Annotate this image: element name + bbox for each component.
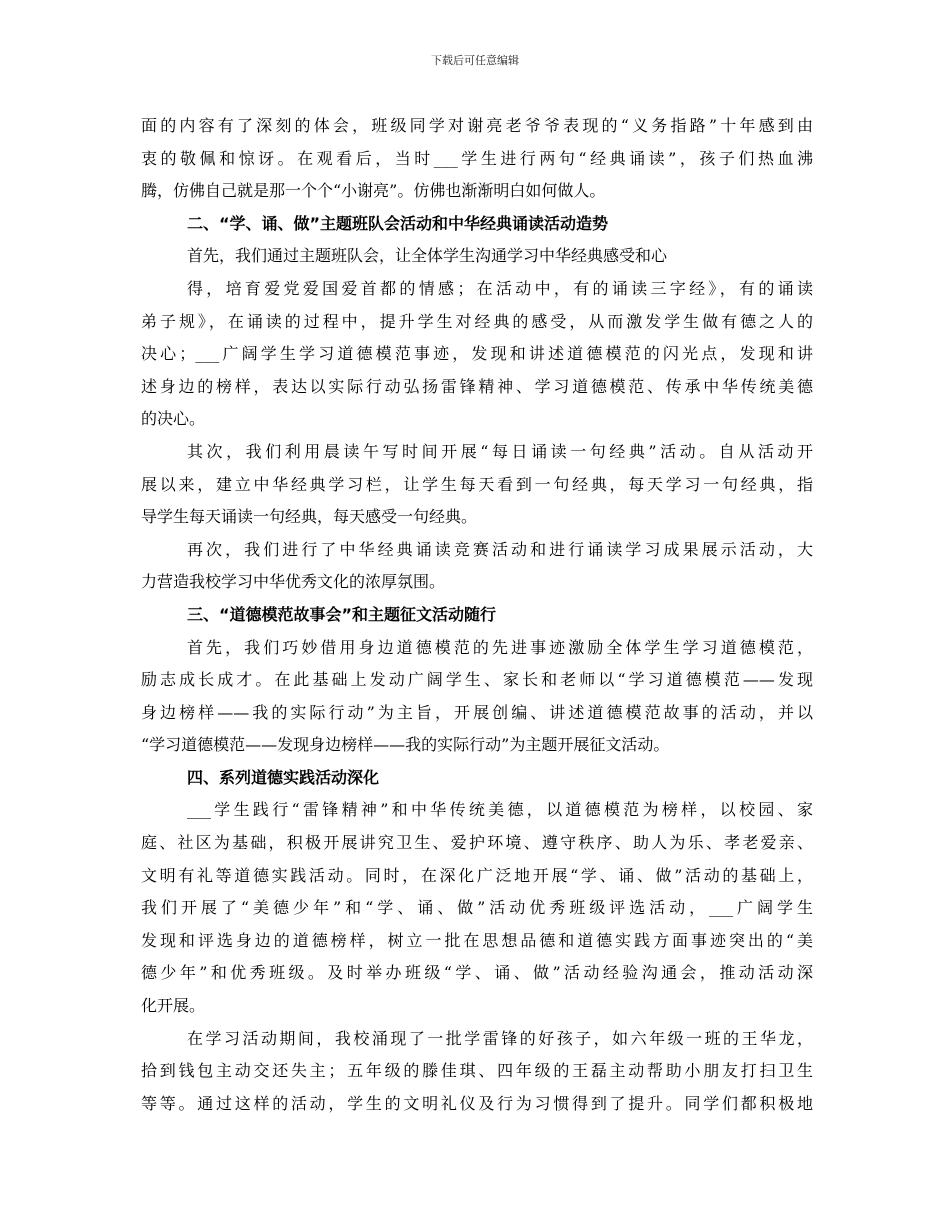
text-line: 展以来，建立中华经典学习栏，让学生每天看到一句经典，每天学习一句经典，指: [141, 474, 813, 494]
text-line: 励志成长成才。在此基础上发动广阔学生、家长和老师以“学习道德模范——发现: [141, 670, 813, 690]
text-line: 首先，我们巧妙借用身边道德模范的先进事迹激励全体学生学习道德模范，: [187, 637, 813, 657]
text-line: 身边榜样——我的实际行动”为主旨，开展创编、讲述道德模范故事的活动，并以: [141, 702, 813, 722]
section-heading: 四、系列道德实践活动深化: [187, 767, 380, 787]
document-body: [141, 110, 813, 1120]
text-line: 化开展。: [141, 996, 206, 1016]
section-heading: 二、“学、诵、做”主题班队会活动和中华经典诵读活动造势: [187, 213, 609, 233]
text-line: 力营造我校学习中华优秀文化的浓厚氛围。: [141, 572, 446, 592]
text-line: 发现和评选身边的道德榜样，树立一批在思想品德和道德实践方面事迹突出的“美: [141, 930, 813, 950]
text-line: 的决心。: [141, 409, 206, 429]
text-line: 再次，我们进行了中华经典诵读竞赛活动和进行诵读学习成果展示活动，大: [187, 539, 813, 559]
text-line: 面的内容有了深刻的体会，班级同学对谢亮老爷爷表现的“义务指路”十年感到由: [141, 116, 813, 135]
section-heading: 三、“道德模范故事会”和主题征文活动随行: [187, 604, 497, 624]
text-line: 其次，我们利用晨读午写时间开展“每日诵读一句经典”活动。自从活动开: [187, 441, 813, 461]
page-header: 下载后可任意编辑: [431, 54, 519, 67]
text-line: 述身边的榜样，表达以实际行动弘扬雷锋精神、学习道德模范、传承中华传统美德: [141, 376, 813, 396]
text-line: “学习道德模范——发现身边榜样——我的实际行动”为主题开展征文活动。: [141, 735, 670, 755]
text-line: 德少年”和优秀班级。及时举办班级“学、诵、做”活动经验沟通会，推动活动深: [141, 963, 813, 983]
text-line: 腾，仿佛自己就是那一个个“小谢亮”。仿佛也渐渐明白如何做人。: [141, 181, 606, 201]
text-line: 等等。通过这样的活动，学生的文明礼仪及行为习惯得到了提升。同学们都积极地: [141, 1093, 813, 1113]
text-line: 在学习活动期间，我校涌现了一批学雷锋的好孩子，如六年级一班的王华龙，: [187, 1028, 813, 1048]
text-line: 决心；___广阔学生学习道德模范事迹，发现和讲述道德模范的闪光点，发现和讲: [141, 344, 813, 364]
text-line: 衷的敬佩和惊讶。在观看后，当时___学生进行两句“经典诵读”，孩子们热血沸: [141, 148, 813, 168]
text-line: 庭、社区为基础，积极开展讲究卫生、爱护环境、遵守秩序、助人为乐、孝老爱亲、: [141, 833, 813, 853]
text-line: 弟子规》，在诵读的过程中，提升学生对经典的感受，从而激发学生做有德之人的: [141, 311, 813, 331]
text-line: 拾到钱包主动交还失主；五年级的滕佳琪、四年级的王磊主动帮助小朋友打扫卫生: [141, 1061, 813, 1081]
text-line: ___学生践行“雷锋精神”和中华传统美德，以道德模范为榜样，以校园、家: [187, 800, 813, 820]
text-line: 得，培育爱党爱国爱首都的情感；在活动中，有的诵读三字经》，有的诵读: [187, 278, 813, 298]
text-line: 导学生每天诵读一句经典，每天感受一句经典。: [141, 507, 478, 527]
text-line: 首先，我们通过主题班队会，让全体学生沟通学习中华经典感受和心: [187, 246, 668, 266]
text-line: 文明有礼等道德实践活动。同时，在深化广泛地开展“学、诵、做”活动的基础上，: [141, 865, 813, 885]
text-line: 我们开展了“美德少年”和“学、诵、做”活动优秀班级评选活动，___广阔学生: [141, 898, 813, 918]
